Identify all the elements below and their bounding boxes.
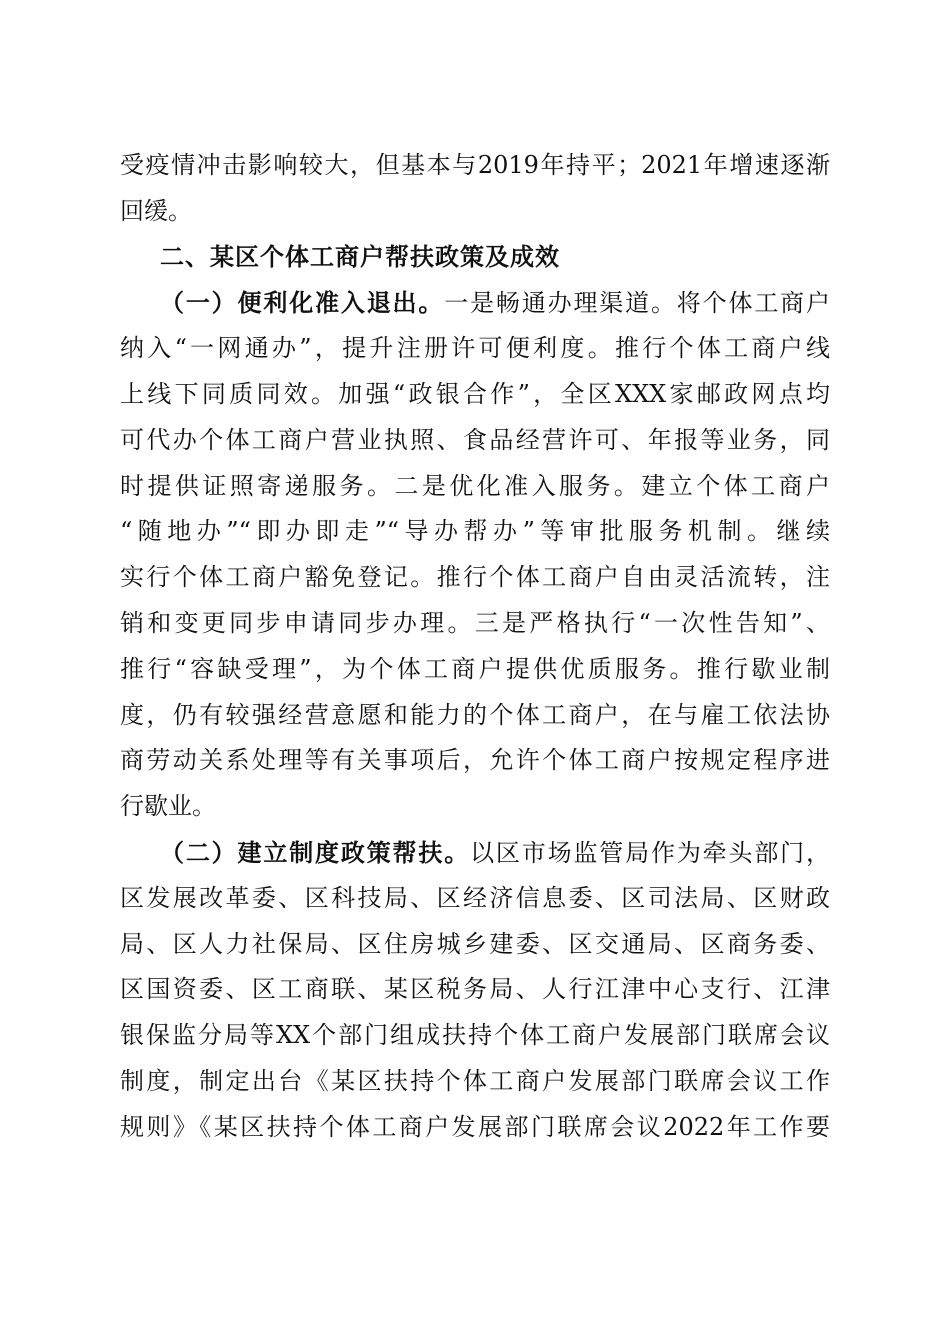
text-line	[120, 326, 830, 372]
line-text: 纳入“一网通办”，提升注册许可便利度。推行个体工商户线	[120, 334, 830, 363]
section-heading-text: 二、某区个体工商户帮扶政策及成效	[160, 242, 560, 271]
text-line	[120, 464, 830, 510]
text-line	[120, 143, 830, 189]
line-text: 回缓。	[120, 196, 192, 225]
text-line	[120, 555, 830, 601]
paragraph-first-line	[120, 830, 830, 876]
text-line	[120, 876, 830, 922]
paragraph-text: 以区市场监管局作为牵头部门，	[470, 838, 831, 867]
text-line	[120, 372, 830, 418]
text-line	[120, 647, 830, 693]
text-line	[120, 189, 830, 235]
line-text: 推行“容缺受理”，为个体工商户提供优质服务。推行歇业制	[120, 654, 830, 683]
text-line	[120, 784, 830, 830]
line-text: 区发展改革委、区科技局、区经济信息委、区司法局、区财政	[120, 883, 830, 912]
line-text: 受疫情冲击影响较大，但基本与2019年持平；2021年增速逐渐	[120, 151, 830, 179]
line-text: “随地办”“即办即走”“导办帮办”等审批服务机制。继续	[120, 517, 830, 546]
line-text: 度，仍有较强经营意愿和能力的个体工商户，在与雇工依法协	[120, 700, 830, 729]
text-line	[120, 601, 830, 647]
paragraph-text: 一是畅通办理渠道。将个体工商户	[444, 289, 831, 318]
line-text: 实行个体工商户豁免登记。推行个体工商户自由灵活流转，注	[120, 563, 830, 592]
text-line	[120, 693, 830, 739]
line-text: 银保监分局等XX个部门组成扶持个体工商户发展部门联席会议	[120, 1021, 830, 1050]
text-line	[120, 738, 830, 784]
line-text: 销和变更同步申请同步办理。三是严格执行“一次性告知”、	[120, 608, 830, 637]
line-text: 规则》《某区扶持个体工商户发展部门联席会议2022年工作要	[120, 1112, 830, 1141]
line-text: 时提供证照寄递服务。二是优化准入服务。建立个体工商户	[120, 471, 830, 500]
document-body	[120, 143, 830, 1151]
section-heading	[120, 235, 830, 281]
text-line	[120, 1105, 830, 1151]
subsection-title: （一）便利化准入退出。	[160, 288, 445, 318]
text-line	[120, 509, 830, 555]
line-text: 可代办个体工商户营业执照、食品经营许可、年报等业务，同	[120, 425, 830, 454]
line-text: 制度，制定出台《某区扶持个体工商户发展部门联席会议工作	[120, 1066, 830, 1095]
text-line	[120, 967, 830, 1013]
line-text: 商劳动关系处理等有关事项后，允许个体工商户按规定程序进	[120, 746, 830, 775]
text-line	[120, 922, 830, 968]
text-line	[120, 418, 830, 464]
paragraph-first-line	[120, 280, 830, 326]
text-line	[120, 1059, 830, 1105]
line-text: 行歇业。	[120, 792, 216, 821]
text-line	[120, 1013, 830, 1059]
line-text: 局、区人力社保局、区住房城乡建委、区交通局、区商务委、	[120, 929, 830, 958]
subsection-title: （二）建立制度政策帮扶。	[160, 837, 471, 867]
line-text: 区国资委、区工商联、某区税务局、人行江津中心支行、江津	[120, 975, 830, 1004]
line-text: 上线下同质同效。加强“政银合作”，全区XXX家邮政网点均	[120, 379, 830, 408]
